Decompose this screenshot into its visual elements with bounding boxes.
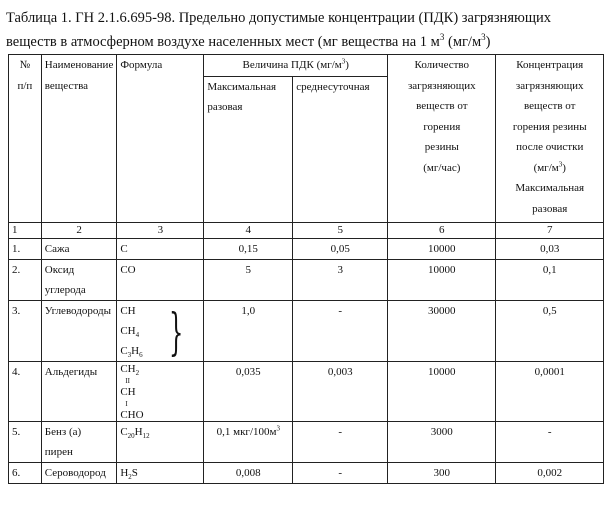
caption-line-1: Таблица 1. ГН 2.1.6.695-98. Предельно допустимые концентрации (ПДК) загрязняющих — [6, 10, 551, 26]
header-conc: Концентрация загрязняющих веществ от горения резины после очистки $(мг/м^3)$ Максимальная разовая — [496, 55, 604, 223]
row-num: 4. — [9, 361, 42, 421]
row-conc: 0,03 — [496, 238, 604, 259]
row-name: Бенз (а) пирен — [41, 421, 117, 462]
table-row — [9, 238, 604, 259]
row-name: Углеводороды — [41, 300, 117, 361]
table-row — [9, 462, 604, 483]
table-row — [9, 300, 604, 361]
row-qty: 300 — [388, 462, 496, 483]
row-name: Альдегиды — [41, 361, 117, 421]
row-conc: 0,002 — [496, 462, 604, 483]
row-formula: CO — [117, 259, 204, 300]
colnum: 7 — [496, 222, 604, 238]
table-row — [9, 361, 604, 421]
row-num: 3. — [9, 300, 42, 361]
colnum: 6 — [388, 222, 496, 238]
row-max: 1,0 — [204, 300, 293, 361]
table-row — [9, 421, 604, 462]
row-formula: $C_{20}H_{12}$ — [117, 421, 204, 462]
row-conc: 0,1 — [496, 259, 604, 300]
row-name: Оксид углерода — [41, 259, 117, 300]
row-name: Сажа — [41, 238, 117, 259]
table-caption — [6, 6, 598, 54]
header-avg: среднесуточная — [293, 76, 388, 222]
row-num: 6. — [9, 462, 42, 483]
header-qty: Количество загрязняющих веществ от горения резины (мг/час) — [388, 55, 496, 223]
row-num: 5. — [9, 421, 42, 462]
row-max: 0,035 — [204, 361, 293, 421]
colnum: 1 — [9, 222, 42, 238]
row-formula: $H_2S$ — [117, 462, 204, 483]
pdk-table — [8, 54, 604, 484]
column-number-row — [9, 222, 604, 238]
table-row — [9, 259, 604, 300]
row-avg: - — [293, 300, 388, 361]
row-name: Сероводород — [41, 462, 117, 483]
row-avg: 0,003 — [293, 361, 388, 421]
colnum: 3 — [117, 222, 204, 238]
row-max: 0,1 мкг/$100м^3$ — [204, 421, 293, 462]
header-pdk: Величина ПДК $(мг/м^3)$ — [204, 55, 388, 77]
row-formula: $CH_2$ II CH I CHO — [117, 361, 204, 421]
header-name: Наименование вещества — [41, 55, 117, 223]
row-qty: 10000 — [388, 238, 496, 259]
row-avg: 3 — [293, 259, 388, 300]
row-formula: C — [117, 238, 204, 259]
header-row — [9, 55, 604, 77]
row-max: 0,15 — [204, 238, 293, 259]
row-qty: 10000 — [388, 361, 496, 421]
colnum: 5 — [293, 222, 388, 238]
row-avg: 0,05 — [293, 238, 388, 259]
row-num: 2. — [9, 259, 42, 300]
caption-line-2: веществ в атмосферном воздухе населенных мест (мг вещества на 1 $м^3$ $(мг/м^3)$ — [6, 32, 491, 50]
row-avg: - — [293, 421, 388, 462]
brace-icon: } — [169, 302, 184, 361]
header-max: Максимальная разовая — [204, 76, 293, 222]
row-conc: 0,0001 — [496, 361, 604, 421]
row-conc: - — [496, 421, 604, 462]
header-formula: Формула — [117, 55, 204, 223]
row-avg: - — [293, 462, 388, 483]
row-max: 0,008 — [204, 462, 293, 483]
row-num: 1. — [9, 238, 42, 259]
row-formula: CH $CH_4$ $C_3H_6$ } — [117, 300, 204, 361]
row-conc: 0,5 — [496, 300, 604, 361]
colnum: 2 — [41, 222, 117, 238]
colnum: 4 — [204, 222, 293, 238]
row-qty: 10000 — [388, 259, 496, 300]
header-num: № п/п — [9, 55, 42, 223]
row-max: 5 — [204, 259, 293, 300]
row-qty: 30000 — [388, 300, 496, 361]
row-qty: 3000 — [388, 421, 496, 462]
